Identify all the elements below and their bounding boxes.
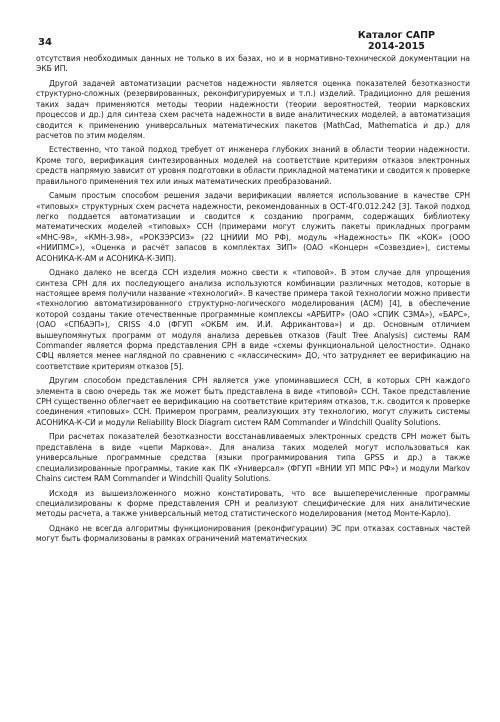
paragraph-continued: отсутствия необходимых данных не только в их базах, но и в нормативно-технической документации на ЭКБ ИП. <box>36 54 470 74</box>
paragraph: Однако далеко не всегда ССН изделия можно свести к «типовой». В этом случае для упрощения синтеза СРН для их последующего анализа используются комбинации различных методов, которые в настоящее время получили название «технологий». В качестве примера такой технологии можно привести «технологию автоматизированного структурно-логического моделирования (АСМ) [4], в обеспечение которой созданы такие отечественные программные комплексы «АРБИТР» (ОАО «СПИК СЗМА»), «БАРС», (ОАО «СПбАЭП»), CRISS 4.0 (ФГУП «ОКБМ им. И.И. Африкантова») и др. Основным отличием вышеупомянутых программ от модуля анализа деревьев отказов (Fault Tree Analysis) системы RAM Commander является форма представления СРН в виде «схемы функциональной целостности». Однако СФЦ является менее наглядной по сравнению с «классическим» ДО, что затрудняет ее верификацию на соответствие критериям отказов [5]. <box>36 268 470 371</box>
paragraph: Другой задачей автоматизации расчетов надежности является оценка показателей безотказности структурно-сложных (резервированных, реконфигурируемых и т.п.) изделий. Традиционно для решения таких задач применяются методы теории надежности (теории вероятностей, теории марковских процессов и др.) для синтеза схем расчета надежности в виде аналитических моделей, а автоматизация сводится к применению универсальных математических пакетов (MathCad, Mathematica и др.) для расчетов по этим моделям. <box>36 78 470 140</box>
paragraph: Исходя из вышеизложенного можно констатировать, что все вышеперечисленные программы специализированы к форме представления СРН и реализуют специфические для них аналитические методы расчета, а также универсальный метод статистического моделирования (метод Монте-Карло). <box>36 488 470 519</box>
body-text <box>36 54 470 549</box>
paragraph: Другим способом представления СРН является уже упоминавшиеся ССН, в которых СРН каждого элемента в свою очередь так же может быть представлена в виде «типовой» ССН. Такое представление СРН существенно облегчает ее верификацию на соответствие критериям отказов, т.к. сводится к проверке соединения «типовых» ССН. Примером программ, реализующих эту технологию, могут служить системы АСОНИКА-К-СИ и модули Reliability Block Diagram систем RAM Commander и Windchill Quality Solutions. <box>36 376 470 427</box>
catalog-years: 2014-2015 <box>368 41 425 52</box>
paragraph: Естественно, что такой подход требует от инженера глубоких знаний в области теории надежности. Кроме того, верификация синтезированных моделей на соответствие критериям отказов электронных средств напрямую зависит от уровня подготовки в области прикладной математики и сводится к проверке правильного применения тех или иных математических преобразований. <box>36 145 470 186</box>
paragraph: При расчетах показателей безотказности восстанавливаемых электронных средств СРН может быть представлена в виде «цепи Маркова». Для анализа таких моделей могут использоваться как универсальные программные средства (языки программирования типа GPSS и др.) а также специализированные программы, такие как ПК «Универсал» (ФГУП «ВНИИ УП МПС РФ») и модули Markov Chains систем RAM Commander и Windchill Quality Solutions. <box>36 432 470 483</box>
catalog-title: Каталог САПР <box>357 30 435 41</box>
running-header <box>358 30 435 52</box>
paragraph: Однако не всегда алгоритмы функционирования (реконфигурации) ЭС при отказах составных частей могут быть формализованы в рамках ограничений математических <box>36 523 470 544</box>
page-number: 34 <box>38 37 52 48</box>
paragraph: Самым простым способом решения задачи верификации является использование в качестве СРН «типовых» структурных схем расчета надежности, рекомендованных в ОСТ-4Г0.012.242 [3]. Такой подход легко поддается автоматизации и сводится к созданию программ, содержащих библиотеку математических моделей «типовых» ССН (примерами могут служить пакеты прикладных программ «МНС-98», «КМН-3.98», «РОКЗЭРСИЗ» (22 ЦНИИИ МО РФ), модуль «Надежность» ПК «КОК» (ООО «НИИПМС»), «Оценка и расчёт запасов в комплектах ЗИП» (ОАО «Концерн «Созвездие»), системы АСОНИКА-К-АМ и АСОНИКА-К-ЗИП). <box>36 191 470 263</box>
